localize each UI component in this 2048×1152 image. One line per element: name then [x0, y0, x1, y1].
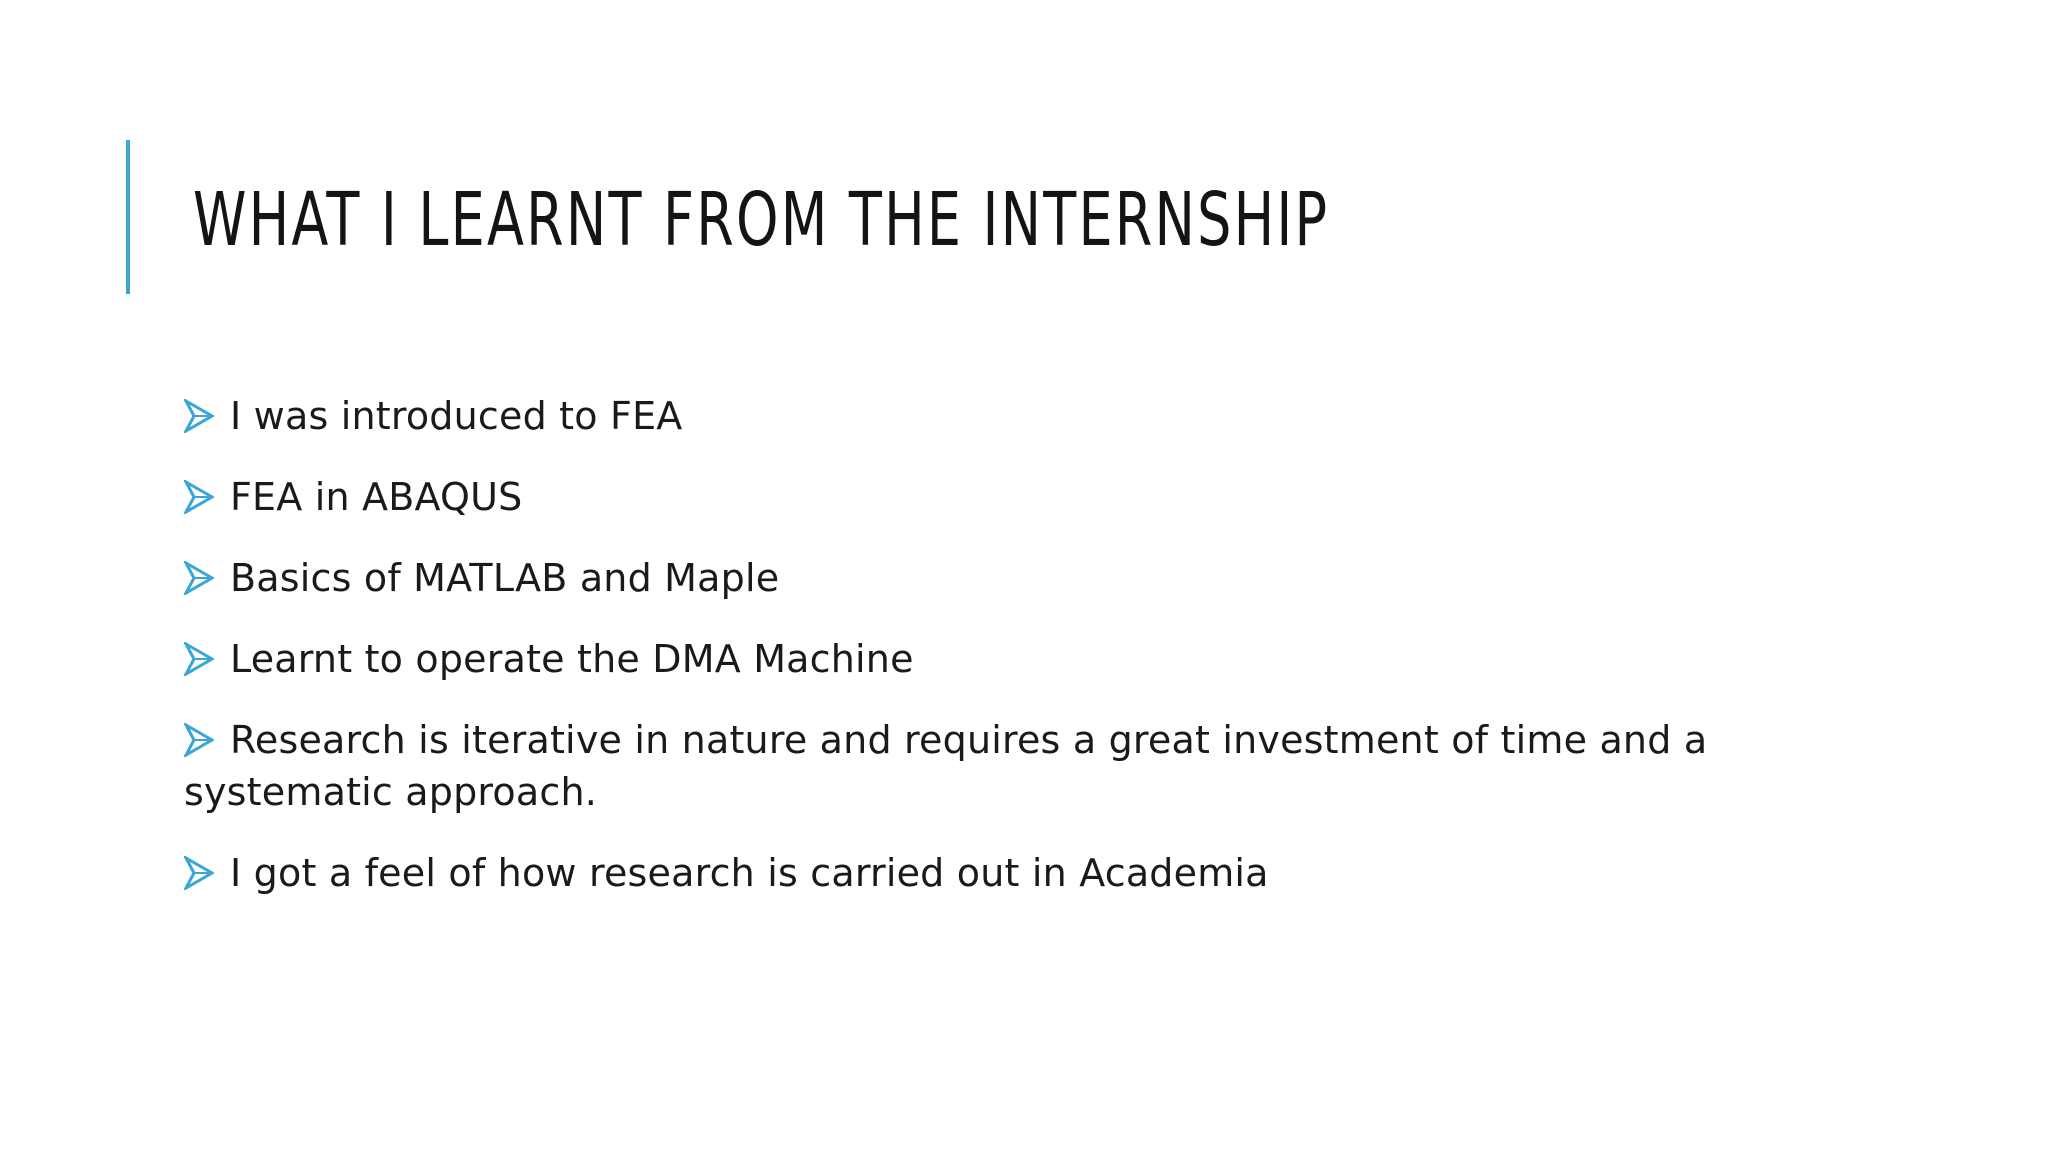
- bullet-text: Research is iterative in nature and requires a great investment of time and a systematic approach.: [184, 718, 1708, 814]
- arrow-bullet-icon: [184, 399, 214, 433]
- bullet-text: Learnt to operate the DMA Machine: [230, 637, 914, 681]
- slide-title: WHAT I LEARNT FROM THE INTERNSHIP: [193, 177, 1330, 263]
- list-item: [184, 633, 1904, 685]
- list-item: [184, 714, 1904, 818]
- list-item: [184, 847, 1904, 899]
- arrow-bullet-icon: [184, 642, 214, 676]
- list-item: [184, 390, 1904, 442]
- list-item: [184, 552, 1904, 604]
- arrow-bullet-icon: [184, 856, 214, 890]
- bullet-text: FEA in ABAQUS: [230, 475, 523, 519]
- arrow-bullet-icon: [184, 480, 214, 514]
- bullet-text: I got a feel of how research is carried out in Academia: [230, 851, 1269, 895]
- arrow-bullet-icon: [184, 723, 214, 757]
- bullet-text: I was introduced to FEA: [230, 394, 683, 438]
- bullet-text: Basics of MATLAB and Maple: [230, 556, 780, 600]
- list-item: [184, 471, 1904, 523]
- bullet-list: [184, 390, 1904, 928]
- arrow-bullet-icon: [184, 561, 214, 595]
- title-accent-bar: [126, 140, 130, 294]
